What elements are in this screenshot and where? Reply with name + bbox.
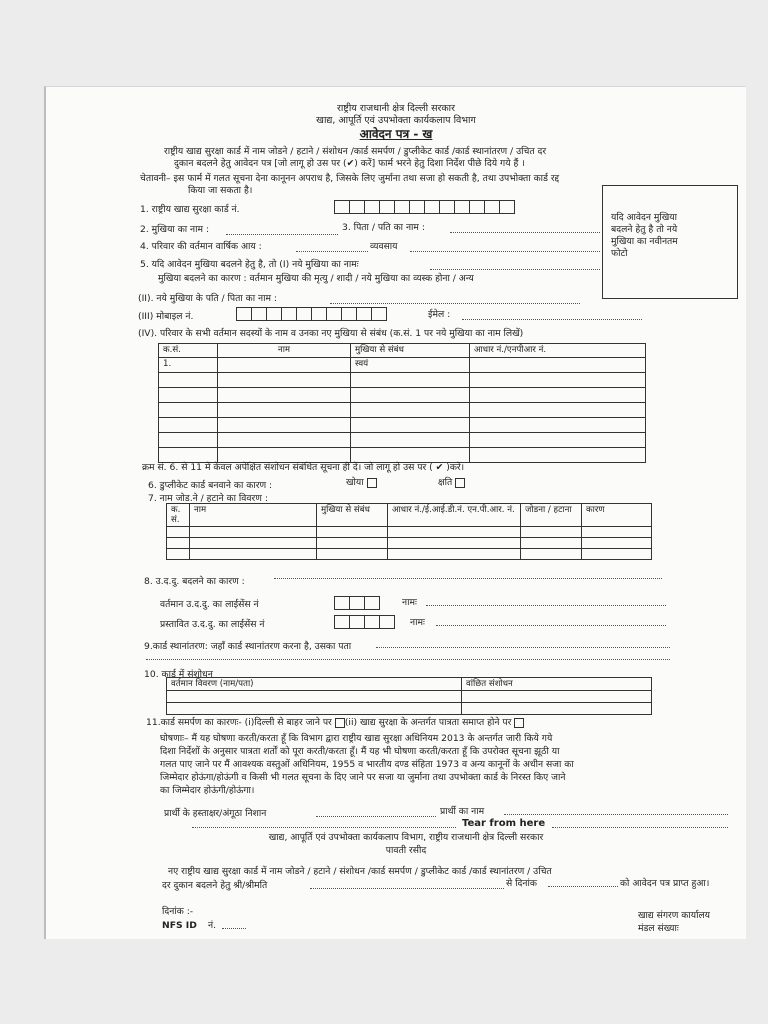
occupation-line[interactable] [410,251,600,252]
add-remove-table [166,503,652,560]
table-row[interactable] [159,403,646,418]
nfs-id-label: NFS ID [162,920,197,931]
field-4-label: 4. परिवार की वर्तमान वार्षिक आय : [140,241,262,252]
surrender-option-2: (ii) खाद्य सुरक्षा के अन्तर्गत पात्रता समाप्त होने पर [344,717,512,728]
proposed-fps-label: प्रस्तावित उ.द.दु. का लाईसेंस नं [160,619,265,630]
field-11-label [146,717,524,728]
date-label: दिनांक :- [162,906,194,917]
table-row[interactable] [159,418,646,433]
column-header: आधार नं./एनपीआर नं. [470,344,646,358]
declaration-line: जिम्मेदार होऊंगा/होऊंगी व किसी भी गलत सूचना के दिए जाने पर सजा या जुर्माना तथा उपभोक्ता कार्ड के निरस्त किए जाने [160,772,566,783]
field-1-label: 1. राष्ट्रीय खाद्य सुरक्षा कार्ड नं. [140,204,240,215]
damage-option[interactable] [438,477,465,488]
current-fps-boxes[interactable] [334,596,379,610]
occupation-label: व्यवसाय [370,241,398,252]
tear-line-right [552,827,728,828]
receipt-line-2c: को आवेदन पत्र प्राप्त हुआ। [620,878,710,889]
gov-name: राष्ट्रीय राजधानी क्षेत्र दिल्ली सरकार [336,103,456,114]
column-header: क.सं. [159,344,218,358]
field-5-ii-label: (II). नये मुखिया के पति / पिता का नाम : [138,293,278,304]
column-header: जोडना / हटाना [521,504,582,527]
field-5-label: 5. यदि आवेदन मुखिया बदलने हेतु है, तो (I) नये मुखिया का नामः [140,259,359,270]
application-form-page [44,86,746,939]
family-members-table [158,343,646,463]
field-5-iv-label: (IV). परिवार के सभी वर्तमान सदस्यों के नाम व उनका नए मुखिया से संबंध (क.सं. 1 पर नये मुखिया का नाम लिखें) [138,328,524,339]
tear-label: Tear from here [462,818,546,829]
table-row[interactable] [167,527,652,538]
mobile-number-boxes[interactable] [236,307,386,321]
field-3-label: 3. पिता / पति का नाम : [342,222,425,233]
transfer-address-line-2[interactable] [146,659,670,660]
field-6-label: 6. डुप्लीकेट कार्ड बनवाने का कारण : [148,480,273,491]
field-10-label: 10. कार्ड में संशोधन [144,669,213,680]
lost-option[interactable] [346,477,377,488]
proposed-fps-boxes[interactable] [334,615,394,629]
office-label: खाद्य संगरण कार्यालय [638,910,711,921]
amendment-table [166,677,652,715]
head-change-reason: मुखिया बदलने का कारण : वर्तमान मुखिया की मृत्यु / शादी / नये मुखिया का व्यस्क होना / अन्य [158,273,474,284]
column-header: आधार नं./ई.आई.डी.नं. एन.पी.आर. नं. [388,504,521,527]
table-cell[interactable] [470,358,646,373]
form-title: आवेदन पत्र - ख [359,127,433,141]
new-head-name-line[interactable] [430,269,600,270]
table-row[interactable] [167,691,652,703]
table-header-row [167,678,652,691]
table-header-row [159,344,646,358]
column-header: मुखिया से संबंध [351,344,470,358]
column-header: कारण [582,504,652,527]
receipt-name-line[interactable] [310,888,504,889]
lost-label: खोया [346,477,364,488]
table-row[interactable] [159,448,646,463]
section-note: क्रम सं. 6. से 11 में केवल अपेक्षित संशोधन संबंधित सूचना ही दें। जो लागू हो उस पर ( ✔ )करें। [142,462,465,473]
warning-line-2: किया जा सकता है। [188,185,253,196]
table-cell[interactable] [218,358,351,373]
photo-box [602,185,738,299]
card-number-boxes[interactable] [334,200,514,214]
nfs-no-label: नं. [208,920,217,931]
department-name: खाद्य, आपूर्ति एवं उपभोक्ता कार्यकलाप विभाग [316,115,476,126]
signature-label: प्रार्थी के हस्ताक्षर/अंगूठा निशान [164,808,267,819]
photo-text: बदलने हेतु है तो नये [611,224,678,235]
table-cell: 1. [159,358,218,373]
field-8-label: 8. उ.द.दु. बदलने का कारण : [144,576,245,587]
warning-line-1: चेतावनी– इस फार्म में गलत सूचना देना कानूनन अपराध है, जिसके लिए जुर्माना तथा सजा हो सकती है, तथा उपभोक्ता कार्ड रद्द [140,173,560,184]
nfs-id-line[interactable] [222,928,246,929]
column-header: नाम [218,344,351,358]
damage-checkbox[interactable] [455,478,465,488]
column-header: वर्तमान विवरण (नाम/पता) [167,678,462,691]
table-row[interactable] [159,433,646,448]
surrender-option-1: 11.कार्ड समर्पण का कारणः- (i)दिल्ली से बाहर जाने पर [146,717,332,728]
email-line[interactable] [462,319,642,320]
column-header: नाम [190,504,317,527]
applicant-name-label: प्रार्थी का नाम [440,806,485,817]
damage-label: क्षति [438,477,453,488]
table-row[interactable] [167,538,652,549]
intro-line-2: दुकान बदलने हेतु आवेदन पत्र [जो लागू हो उस पर (✔) करें] फार्म भरने हेतु दिशा निर्देश पीछे दिये गये हैं । [174,158,525,169]
signature-line[interactable] [316,816,436,817]
column-header: क. सं. [167,504,190,527]
field-9-label: 9.कार्ड स्थानांतरण: जहाँ कार्ड स्थानांतरण करना है, उसका पता [144,641,352,652]
field-7-label: 7. नाम जोड.ने / हटाने का विवरण : [148,493,268,504]
receipt-line-1: नए राष्ट्रीय खाद्य सुरक्षा कार्ड में नाम जोडने / हटाने / संशोधन /कार्ड समर्पण / डुप्लीकेट कार्ड /कार्ड स्थानांतरण / उचित [168,866,552,877]
photo-text: फोटो [611,248,628,259]
declaration-line: का जिम्मेदार होऊंगी/होऊंगा। [160,785,255,796]
photo-text: मुखिया का नवीनतम [611,236,678,247]
surrender-checkbox-1[interactable] [335,718,345,728]
current-fps-name-line[interactable] [426,605,666,606]
receipt-line-2a: दर दुकान बदलने हेतु श्री/श्रीमति [162,880,268,891]
declaration-line: घोषणाः– मैं यह घोषणा करती/करता हूँ कि विभाग द्वारा राष्ट्रीय खाद्य सुरक्षा अधिनियम 2013 के अन्तर्गत जारी किये गये [160,733,553,744]
mobile-label: (III) मोबाइल नं. [138,311,194,322]
father-name-line[interactable] [450,232,600,233]
applicant-name-line[interactable] [504,814,728,815]
column-header: मुखिया से संबंध [317,504,388,527]
proposed-fps-name-line[interactable] [436,625,666,626]
email-label: ईमेल : [428,309,451,320]
table-row[interactable] [167,703,652,715]
new-head-father-line[interactable] [330,303,580,304]
lost-checkbox[interactable] [367,478,377,488]
receipt-title: पावती रसीद [385,845,427,856]
field-2-label: 2. मुखिया का नाम : [140,224,210,235]
table-header-row [167,504,652,527]
declaration-line: दिशा निर्देशों के अनुसार पात्रता शर्तों को पूरा करती/करता हूँ। मैं यह भी घोषणा करती/करता हूँ कि उपरोक्त सूचना झूठी या [160,746,560,757]
table-row[interactable] [167,549,652,560]
table-row[interactable] [159,388,646,403]
column-header: वांछित संशोधन [462,678,652,691]
receipt-date-line[interactable] [548,886,618,887]
table-cell: स्वयं [351,358,470,373]
current-fps-label: वर्तमान उ.द.दु. का लाईसेंस नं [160,599,259,610]
head-name-line[interactable] [226,234,338,235]
proposed-fps-name-label: नामः [410,617,425,628]
receipt-department: खाद्य, आपूर्ति एवं उपभोक्ता कार्यकलाप विभाग, राष्ट्रीय राजधानी क्षेत्र दिल्ली सरकार [268,832,544,843]
transfer-address-line[interactable] [376,647,670,648]
declaration-line: गलत पाए जाने पर मैं आवश्यक वस्तुओं अधिनियम, 1955 व भारतीय दण्ड संहिता 1973 व अन्य कानूनों के अधीन सजा का [160,759,574,770]
table-row[interactable] [159,358,646,373]
income-line[interactable] [296,251,368,252]
current-fps-name-label: नामः [402,597,417,608]
circle-number-label: मंडल संख्याः [638,923,679,934]
surrender-checkbox-2[interactable] [514,718,524,728]
fps-change-reason-line[interactable] [274,578,662,579]
photo-text: यदि आवेदन मुखिया [611,212,678,223]
intro-line-1: राष्ट्रीय खाद्य सुरक्षा कार्ड में नाम जोडने / हटाने / संशोधन /कार्ड समर्पण / डुप्लीकेट कार्ड /कार्ड स्थानांतरण / उचित दर [164,146,547,157]
table-row[interactable] [159,373,646,388]
receipt-line-2b: से दिनांक [506,878,537,889]
tear-line-left [192,827,456,828]
